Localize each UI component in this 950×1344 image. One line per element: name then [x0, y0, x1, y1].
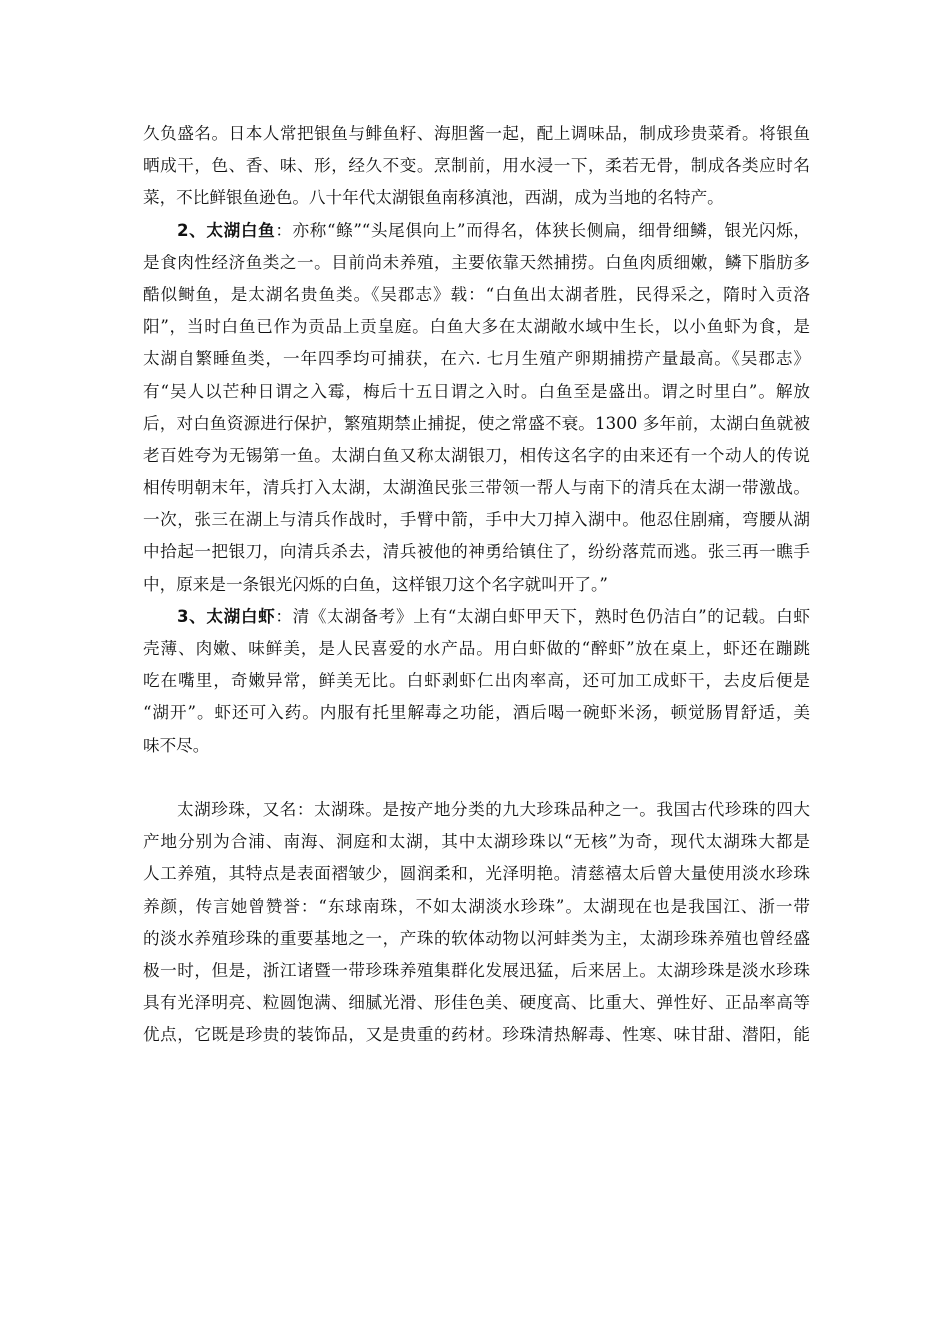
- paragraph-first-line: [143, 215, 810, 247]
- text-line: 优点，它既是珍贵的装饰品，又是贵重的药材。珍珠清热解毒、性寒、味甘甜、潜阳，能: [143, 1025, 810, 1045]
- text-span: ：亦称“鲦”“头尾俱向上”而得名，体狭长侧扁，细骨细鳞，银光闪烁，: [275, 220, 810, 240]
- text-line: 阳”，当时白鱼已作为贡品上贡皇庭。白鱼大多在太湖敞水域中生长，以小鱼虾为食，是: [143, 317, 810, 337]
- text-line: “湖开”。虾还可入药。内服有托里解毒之功能，酒后喝一碗虾米汤，顿觉肠胃舒适，美: [143, 703, 810, 723]
- text-line: 后，对白鱼资源进行保护，繁殖期禁止捕捉，使之常盛不衰。1300 多年前，太湖白鱼就被: [143, 413, 810, 433]
- item-heading-white-shrimp: 3、太湖白虾: [177, 606, 276, 626]
- text-line: 一次，张三在湖上与清兵作战时，手臂中箭，手中大刀掉入湖中。他忍住剧痛，弯腰从湖: [143, 510, 810, 530]
- text-line: 产地分别为合浦、南海、洞庭和太湖，其中太湖珍珠以“无核”为奇，现代太湖珠大都是: [143, 832, 810, 852]
- text-line: 酷似鲥鱼，是太湖名贵鱼类。《吴郡志》载：“白鱼出太湖者胜，民得采之，隋时入贡洛: [143, 284, 810, 304]
- text-line: 极一时，但是，浙江诸暨一带珍珠养殖集群化发展迅猛，后来居上。太湖珍珠是淡水珍珠: [143, 960, 810, 980]
- text-line: 太湖珍珠，又名：太湖珠。是按产地分类的九大珍珠品种之一。我国古代珍珠的四大: [177, 799, 810, 819]
- text-line: 具有光泽明亮、粒圆饱满、细腻光滑、形佳色美、硬度高、比重大、弹性好、正品率高等: [143, 993, 810, 1013]
- text-line: 吃在嘴里，奇嫩异常，鲜美无比。白虾剥虾仁出肉率高，还可加工成虾干，去皮后便是: [143, 671, 810, 691]
- text-line: 的淡水养殖珍珠的重要基地之一，产珠的软体动物以河蚌类为主，太湖珍珠养殖也曾经盛: [143, 928, 810, 948]
- text-line: 味不尽。: [143, 735, 210, 755]
- text-span: ：清《太湖备考》上有“太湖白虾甲天下，熟时色仍洁白”的记载。白虾: [275, 606, 810, 626]
- text-line: 中拾起一把银刀，向清兵杀去，清兵被他的神勇给镇住了，纷纷落荒而逃。张三再一瞧手: [143, 542, 810, 562]
- text-line: 菜，不比鲜银鱼逊色。八十年代太湖银鱼南移滇池，西湖，成为当地的名特产。: [143, 188, 724, 208]
- text-line: 晒成干，色、香、味、形，经久不变。烹制前，用水浸一下，柔若无骨，制成各类应时名: [143, 156, 810, 176]
- text-line: 太湖自繁睡鱼类，一年四季均可捕获，在六. 七月生殖产卵期捕捞产量最高。《吴郡志》: [143, 349, 810, 369]
- text-line: 有“吴人以芒种日谓之入霉，梅后十五日谓之入时。白鱼至是盛出。谓之时里白”。解放: [143, 381, 810, 401]
- text-line: 养颜，传言她曾赞誉：“东球南珠，不如太湖淡水珍珠”。太湖现在也是我国江、浙一带: [143, 896, 810, 916]
- text-line: 相传明朝末年，清兵打入太湖，太湖渔民张三带领一帮人与南下的清兵在太湖一带激战。: [143, 478, 810, 498]
- paragraph-first-line: [143, 601, 810, 633]
- item-heading-white-fish: 2、太湖白鱼: [177, 220, 276, 240]
- section-heading: [143, 762, 810, 794]
- text-line: 久负盛名。日本人常把银鱼与鲱鱼籽、海胆酱一起，配上调味品，制成珍贵菜肴。将银鱼: [143, 124, 810, 143]
- text-line: 是食肉性经济鱼类之一。目前尚未养殖，主要依靠天然捕捞。白鱼肉质细嫩，鳞下脂肪多: [143, 252, 810, 272]
- text-line: 中，原来是一条银光闪烁的白鱼，这样银刀这个名字就叫开了。”: [143, 574, 608, 594]
- body-text: [143, 118, 810, 1051]
- text-line: 人工养殖，其特点是表面褶皱少，圆润柔和，光泽明艳。清慈禧太后曾大量使用淡水珍珠: [143, 864, 810, 884]
- text-line: 壳薄、肉嫩、味鲜美，是人民喜爱的水产品。用白虾做的“醉虾”放在桌上，虾还在蹦跳: [143, 639, 810, 658]
- text-line: 老百姓夸为无锡第一鱼。太湖白鱼又称太湖银刀，相传这名字的由来还有一个动人的传说: [143, 445, 810, 465]
